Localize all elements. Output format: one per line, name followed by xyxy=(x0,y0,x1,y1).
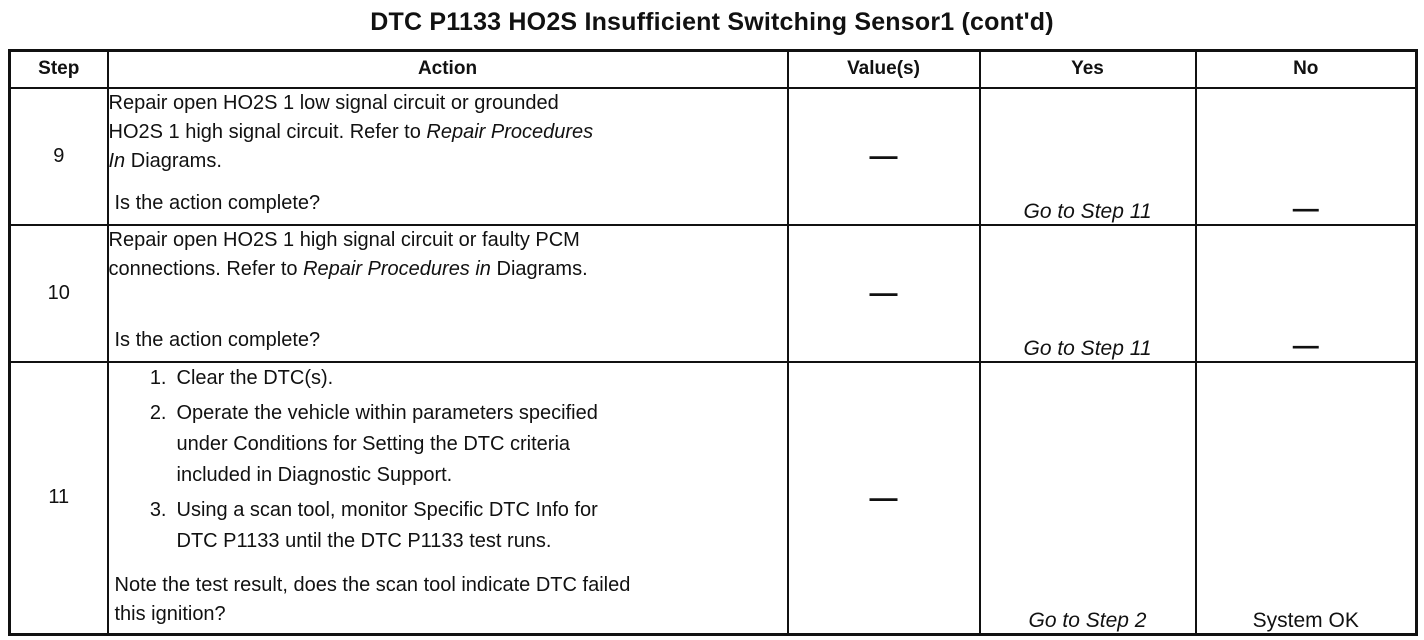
action-text-line xyxy=(109,255,787,284)
yes-cell: Go to Step 2 xyxy=(980,362,1196,635)
table-row xyxy=(10,225,1417,362)
action-cell xyxy=(108,88,788,225)
column-header-action: Action xyxy=(108,51,788,88)
table-row xyxy=(10,88,1417,225)
value-cell: — xyxy=(788,225,980,362)
action-text-segment: Diagrams. xyxy=(125,149,222,172)
action-text-line: Repair open HO2S 1 high signal circuit or faulty PCM xyxy=(108,228,580,251)
page-title: DTC P1133 HO2S Insufficient Switching Sensor1 (cont'd) xyxy=(370,8,1054,36)
procedure-number: 3. xyxy=(149,498,167,521)
action-question: Is the action complete? xyxy=(114,191,321,214)
procedure-text: included in Diagnostic Support. xyxy=(176,463,453,486)
procedure-list xyxy=(109,363,787,557)
procedure-item xyxy=(149,398,787,491)
table-header-row xyxy=(10,51,1417,88)
note-line: this ignition? xyxy=(114,603,226,625)
action-text-segment: Diagrams. xyxy=(490,257,588,280)
procedure-text: under Conditions for Setting the DTC criteria xyxy=(176,432,571,455)
reference-link: In xyxy=(108,149,126,172)
procedure-number: 2. xyxy=(149,401,167,424)
yes-cell: Go to Step 11 xyxy=(980,88,1196,225)
column-header-step: Step xyxy=(10,51,108,88)
column-header-value: Value(s) xyxy=(788,51,980,88)
no-cell xyxy=(1196,88,1417,225)
action-text-segment: connections. Refer to xyxy=(108,257,304,280)
procedure-text: DTC P1133 until the DTC P1133 test runs. xyxy=(176,529,552,552)
action-cell xyxy=(108,225,788,362)
no-cell: System OK xyxy=(1196,362,1417,635)
no-value: — xyxy=(1292,192,1319,223)
procedure-text: Clear the DTC(s). xyxy=(176,366,334,389)
procedure-text: Operate the vehicle within parameters specified xyxy=(176,401,598,424)
no-cell xyxy=(1196,225,1417,362)
action-text-line xyxy=(109,147,787,176)
step-number: 9 xyxy=(10,88,108,225)
procedure-text: Using a scan tool, monitor Specific DTC Info for xyxy=(176,498,598,521)
diagnostic-table xyxy=(8,49,1418,636)
action-cell xyxy=(108,362,788,635)
reference-link: Repair Procedures xyxy=(426,120,594,143)
step-number: 11 xyxy=(10,362,108,635)
reference-link: Repair Procedures in xyxy=(303,257,491,280)
note-line: Note the test result, does the scan tool indicate DTC failed xyxy=(114,574,631,596)
yes-cell: Go to Step 11 xyxy=(980,225,1196,362)
column-header-no: No xyxy=(1196,51,1417,88)
step-number: 10 xyxy=(10,225,108,362)
value-cell: — xyxy=(788,362,980,635)
procedure-number: 1. xyxy=(149,366,167,389)
action-text-segment: HO2S 1 high signal circuit. Refer to xyxy=(108,120,427,143)
column-header-yes: Yes xyxy=(980,51,1196,88)
action-text-line xyxy=(109,118,787,147)
procedure-item xyxy=(149,495,787,557)
procedure-item xyxy=(149,363,787,394)
action-question xyxy=(115,571,631,629)
value-cell: — xyxy=(788,88,980,225)
no-value: — xyxy=(1292,329,1319,360)
table-row xyxy=(10,362,1417,635)
action-question: Is the action complete? xyxy=(114,328,321,351)
action-text-line: Repair open HO2S 1 low signal circuit or grounded xyxy=(108,91,559,114)
